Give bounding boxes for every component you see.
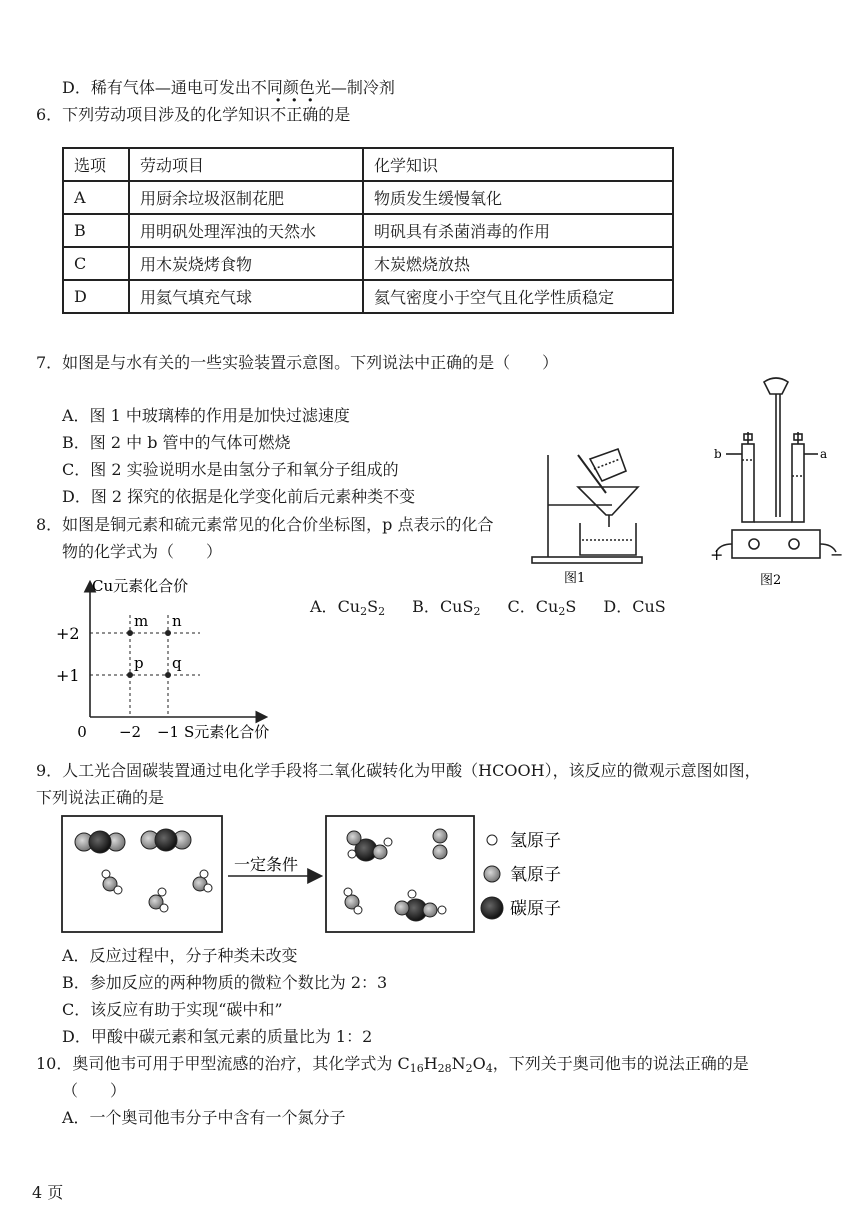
co2-molecule <box>75 831 125 853</box>
emphasis-char: 确 <box>302 105 319 124</box>
hcooh-molecule <box>395 890 446 921</box>
point-q <box>165 672 171 678</box>
formula: Cu <box>337 597 361 616</box>
fig2-label-a: a <box>820 447 828 461</box>
valence-chart <box>50 575 310 745</box>
electrolysis-figure <box>706 372 846 594</box>
q6-table <box>62 147 674 314</box>
q6-stem-after: 的是 <box>318 105 351 124</box>
q10-paren: （ ） <box>62 1081 127 1100</box>
q8-option-a <box>310 597 385 616</box>
q9-stem-line2: 下列说法正确的是 <box>36 788 165 807</box>
q7-option-a: A．图 1 中玻璃棒的作用是加快过滤速度 <box>62 406 350 425</box>
q6-stem <box>36 104 350 126</box>
q8-option-b <box>412 597 480 616</box>
x-axis-label: S元素化合价 <box>184 723 270 741</box>
hydrogen-legend-icon <box>487 835 497 845</box>
carbon-legend-icon <box>481 897 503 919</box>
hcooh-molecule <box>347 831 392 861</box>
h2o-molecule <box>102 870 122 894</box>
legend-oxygen: 氧原子 <box>510 865 561 885</box>
x-tick-0: 0 <box>77 723 87 741</box>
filtration-figure <box>520 445 680 590</box>
q9-option-b: B．参加反应的两种物质的微粒个数比为 2：3 <box>62 973 388 992</box>
q10-stem <box>36 1053 749 1080</box>
q5-option-d: D．稀有气体—通电可发出不同颜色光—制冷剂 <box>62 78 395 97</box>
point-m <box>127 630 133 636</box>
co2-molecule <box>141 829 191 851</box>
table-cell: 明矾具有杀菌消毒的作用 <box>363 214 673 247</box>
point-label-p: p <box>134 654 144 672</box>
table-cell: 用氦气填充气球 <box>129 280 363 313</box>
h2o-molecule <box>149 888 168 912</box>
table-cell: 用木炭烧烤食物 <box>129 247 363 280</box>
q9-stem-line1: 9．人工光合固碳装置通过电化学手段将二氧化碳转化为甲酸（HCOOH），该反应的微观示意图如图， <box>36 761 761 780</box>
subscript: 28 <box>437 1062 452 1075</box>
option-letter: B． <box>412 597 440 616</box>
formula: Cu <box>535 597 559 616</box>
table-cell: 用明矾处理浑浊的天然水 <box>129 214 363 247</box>
h2o-molecule <box>344 888 362 914</box>
q10-stem-after: ，下列关于奥司他韦的说法正确的是 <box>492 1054 749 1073</box>
oxygen-legend-icon <box>484 866 500 882</box>
fig2-plus: + <box>710 545 724 564</box>
q9-option-d: D．甲酸中碳元素和氢元素的质量比为 1：2 <box>62 1027 373 1046</box>
q10-option-a: A．一个奥司他韦分子中含有一个氮分子 <box>62 1108 346 1127</box>
q7-option-d: D．图 2 探究的依据是化学变化前后元素种类不变 <box>62 487 416 506</box>
q7-option-c: C．图 2 实验说明水是由氢分子和氧分子组成的 <box>62 460 399 479</box>
arrow-label: 一定条件 <box>234 855 299 874</box>
q9-option-a: A．反应过程中，分子种类未改变 <box>62 946 298 965</box>
grid-lines <box>90 615 200 717</box>
subscript: 2 <box>558 605 566 618</box>
element-symbol: O <box>472 1054 486 1073</box>
q9-option-c: C．该反应有助于实现“碳中和” <box>62 1000 283 1019</box>
table-header: 劳动项目 <box>129 148 363 181</box>
table-cell: A <box>63 181 129 214</box>
formula: CuS <box>439 597 474 616</box>
subscript: 4 <box>485 1062 493 1075</box>
y-axis-label: Cu元素化合价 <box>92 577 189 595</box>
emphasis-char: 正 <box>286 105 303 124</box>
point-label-m: m <box>134 612 149 630</box>
table-cell: 用厨余垃圾沤制花肥 <box>129 181 363 214</box>
formula: S <box>565 597 577 616</box>
table-cell: 物质发生缓慢氧化 <box>363 181 673 214</box>
point-p <box>127 672 133 678</box>
q8-option-d <box>603 597 665 616</box>
subscript: 16 <box>409 1062 424 1075</box>
table-row <box>63 247 673 280</box>
element-symbol: H <box>423 1054 438 1073</box>
y-tick-plus1: +1 <box>56 666 80 685</box>
fig2-caption: 图2 <box>760 573 782 588</box>
x-tick-neg1: −1 <box>156 723 180 741</box>
table-cell: B <box>63 214 129 247</box>
option-letter: C． <box>507 597 536 616</box>
q6-stem-before: 6．下列劳动项目涉及的化学知识 <box>36 105 271 124</box>
fig1-caption: 图1 <box>564 571 586 586</box>
point-label-q: q <box>172 654 182 672</box>
o2-molecule <box>433 829 447 859</box>
table-header: 选项 <box>63 148 129 181</box>
table-cell: D <box>63 280 129 313</box>
emphasis-char: 不 <box>270 105 287 124</box>
subscript: 2 <box>465 1062 473 1075</box>
table-header-row <box>63 148 673 181</box>
q8-stem-line1: 8．如图是铜元素和硫元素常见的化合价坐标图，p 点表示的化合 <box>36 515 494 534</box>
legend-carbon: 碳原子 <box>510 899 561 919</box>
q8-stem-line2: 物的化学式为（ ） <box>62 542 223 561</box>
table-cell: C <box>63 247 129 280</box>
subscript: 2 <box>378 605 386 618</box>
q7-stem: 7．如图是与水有关的一些实验装置示意图。下列说法中正确的是（ ） <box>36 353 559 372</box>
formula: S <box>367 597 379 616</box>
option-letter: D． <box>603 597 633 616</box>
reaction-diagram <box>58 812 598 937</box>
table-row <box>63 280 673 313</box>
table-row <box>63 181 673 214</box>
table-header: 化学知识 <box>363 148 673 181</box>
fig2-minus: − <box>830 545 844 564</box>
legend-hydrogen: 氢原子 <box>510 831 561 851</box>
option-letter: A． <box>310 597 338 616</box>
q7-option-b: B．图 2 中 b 管中的气体可燃烧 <box>62 433 291 452</box>
q6-stem-emph <box>270 105 318 124</box>
q8-options <box>310 596 666 623</box>
point-label-n: n <box>172 612 182 630</box>
subscript: 2 <box>360 605 368 618</box>
point-n <box>165 630 171 636</box>
element-symbol: N <box>451 1054 466 1073</box>
fig2-label-b: b <box>714 447 722 461</box>
q10-stem-before: 10．奥司他韦可用于甲型流感的治疗，其化学式为 C <box>36 1054 410 1073</box>
table-row <box>63 214 673 247</box>
x-tick-neg2: −2 <box>118 723 142 741</box>
formula: CuS <box>632 597 666 616</box>
page-number: 4 页 <box>32 1183 64 1202</box>
subscript: 2 <box>473 605 481 618</box>
h2o-molecule <box>193 870 212 892</box>
legend <box>481 831 561 919</box>
y-tick-plus2: +2 <box>56 624 80 643</box>
table-cell: 木炭燃烧放热 <box>363 247 673 280</box>
table-cell: 氦气密度小于空气且化学性质稳定 <box>363 280 673 313</box>
q8-option-c <box>508 597 577 616</box>
points <box>127 612 182 678</box>
